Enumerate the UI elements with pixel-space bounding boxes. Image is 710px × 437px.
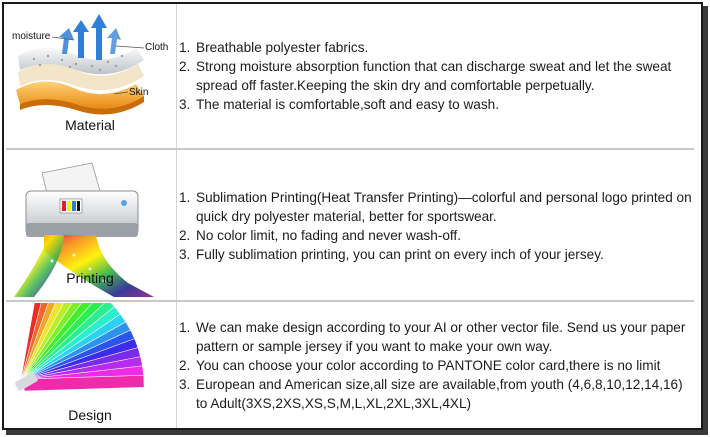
material-row [4, 4, 701, 148]
row-divider [6, 300, 694, 302]
design-label: Design [68, 407, 112, 423]
frame-shadow-bottom [6, 430, 708, 435]
material-label: Material [65, 117, 115, 133]
printing-label: Printing [66, 270, 114, 286]
printing-feature-list [179, 188, 697, 264]
feature-table [2, 2, 703, 430]
list-item: 1. Sublimation Printing(Heat Transfer Printing)—colorful and personal logo printed on quick dry polyester material, better for sportswear. [179, 189, 692, 224]
material-feature-list [179, 38, 697, 114]
printing-description [179, 151, 697, 300]
printing-row [4, 151, 701, 300]
list-item: 1. Breathable polyester fabrics. [179, 40, 369, 55]
row-divider [6, 148, 694, 150]
list-item: 3. The material is comfortable,soft and easy to wash. [179, 97, 499, 112]
list-item: 2. You can choose your color according to PANTONE color card,there is no limit [179, 358, 661, 373]
moisture-label: moisture [12, 31, 51, 42]
skin-label: Skin [129, 87, 149, 98]
list-item: 1. We can make design according to your AI or other vector file. Send us your paper pattern or sample jersey if you want to make your own way. [179, 320, 686, 354]
list-item: 2. No color limit, no fading and never wash-off. [179, 227, 461, 243]
list-item: 2. Strong moisture absorption function that can discharge sweat and let the sweat spread off faster.Keeping the skin dry and comfortable perpetually. [179, 59, 672, 93]
cloth-label: Cloth [145, 42, 169, 53]
frame-shadow-right [703, 6, 708, 434]
material-description [179, 4, 697, 148]
design-feature-list [179, 318, 697, 413]
list-item: 3. European and American size,all size are available,from youth (4,6,8,10,12,14,16) to Adult(3XS,2XS,XS,S,M,L,XL,2XL,3XL,4XL) [179, 377, 683, 411]
design-row [4, 303, 701, 428]
design-description [179, 303, 697, 428]
list-item: 3. Fully sublimation printing, you can print on every inch of your jersey. [179, 246, 604, 262]
